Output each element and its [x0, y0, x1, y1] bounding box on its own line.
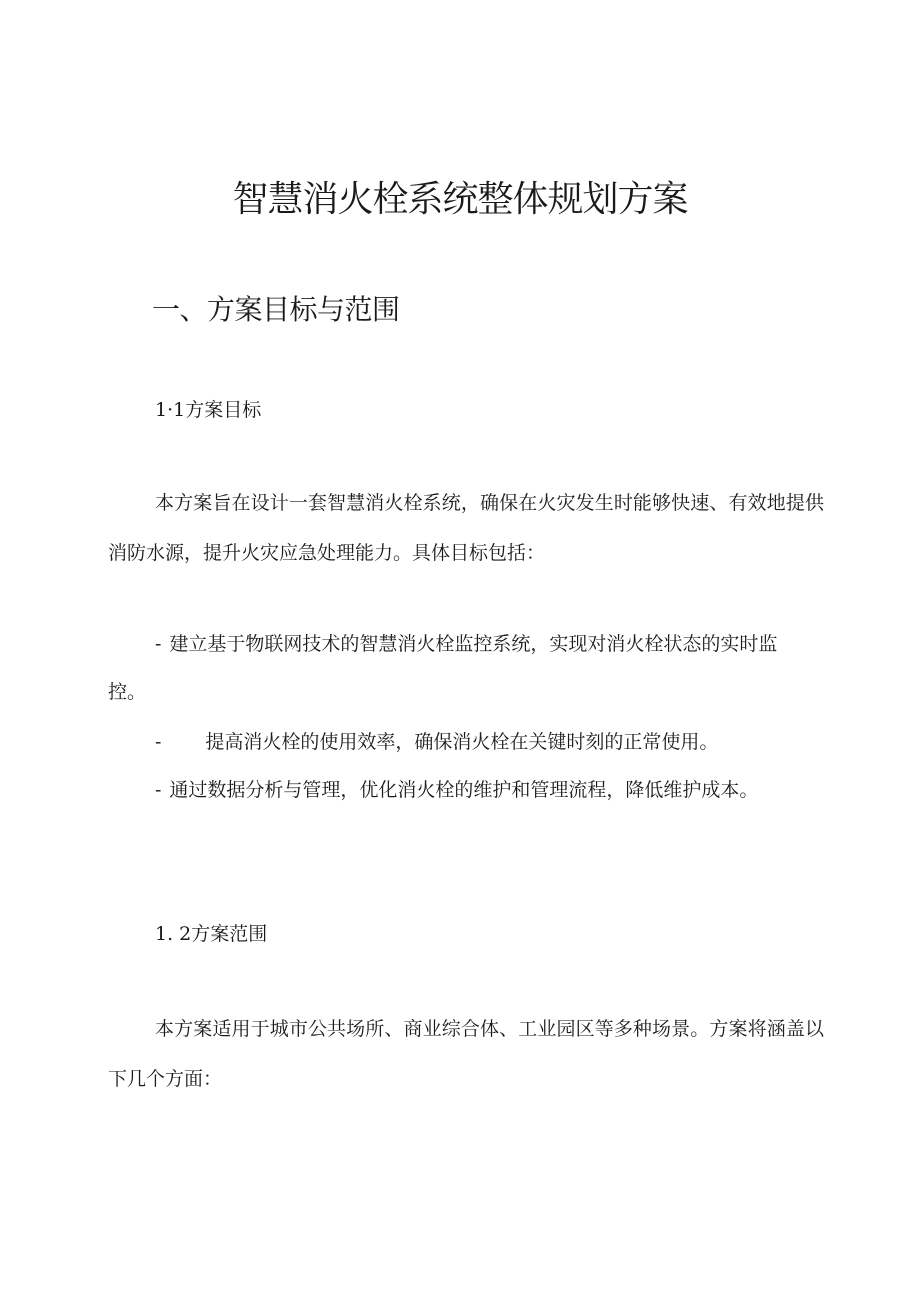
goals-intro-paragraph: 本方案旨在设计一套智慧消火栓系统，确保在火灾发生时能够快速、有效地提供消防水源，提升火灾应急处理能力。具体目标包括： [108, 492, 824, 564]
section-heading-goals-scope: 一、方案目标与范围 [152, 293, 400, 326]
bullet-dash: - [155, 779, 162, 801]
bullet-dash: - [155, 731, 162, 753]
subsection-heading-scope: 1. 2方案范围 [155, 923, 268, 945]
bullet-dash: - [155, 633, 162, 655]
bullet-text: 提高消火栓的使用效率，确保消火栓在关键时刻的正常使用。 [205, 731, 719, 753]
goal-bullet-2 [108, 718, 814, 766]
goal-bullet-3 [108, 766, 814, 814]
bullet-text: 建立基于物联网技术的智慧消火栓监控系统，实现对消火栓状态的实时监控。 [108, 633, 778, 703]
bullet-text: 通过数据分析与管理，优化消火栓的维护和管理流程，降低维护成本。 [169, 779, 759, 801]
scope-intro-paragraph: 本方案适用于城市公共场所、商业综合体、工业园区等多种场景。方案将涵盖以下几个方面： [108, 1018, 824, 1090]
goal-bullet-1 [108, 620, 814, 716]
subsection-heading-goals: 1·1方案目标 [155, 399, 262, 421]
document-title: 智慧消火栓系统整体规划方案 [232, 179, 688, 220]
